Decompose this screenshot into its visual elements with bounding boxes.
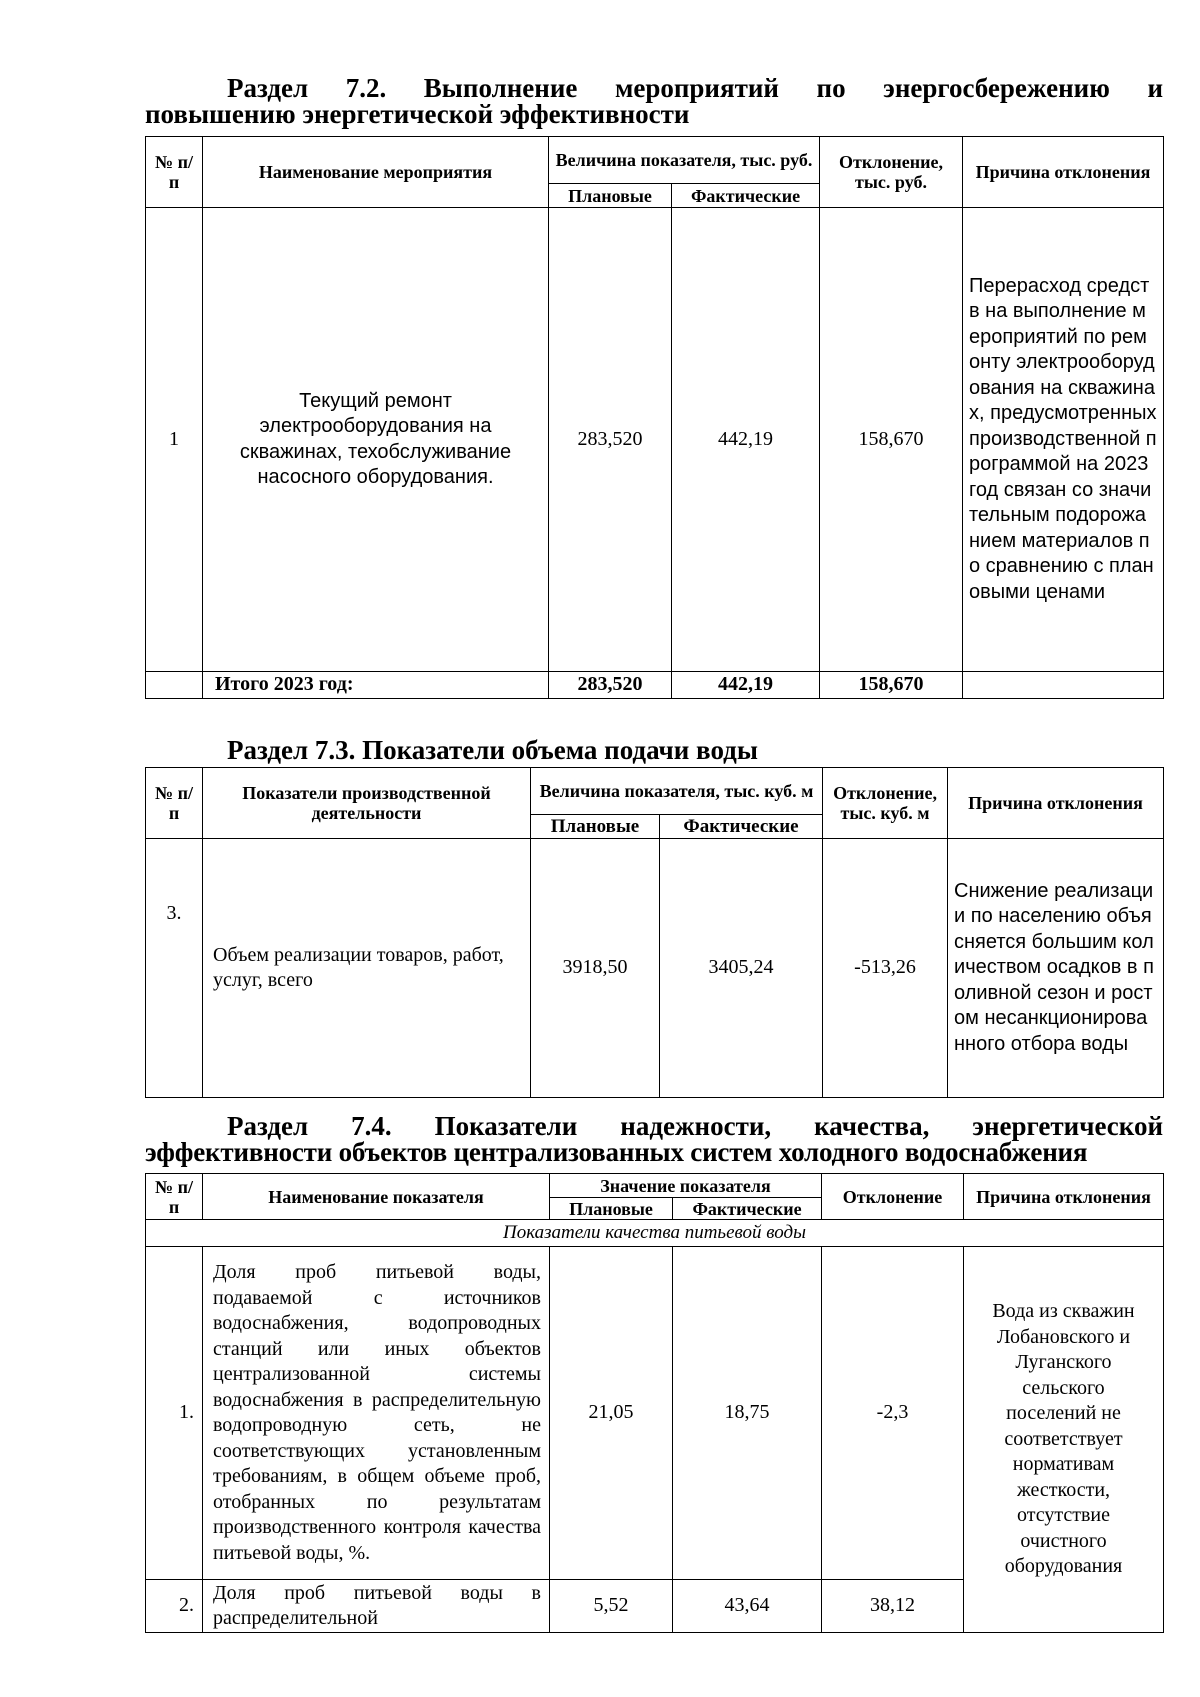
row-actual: 442,19: [672, 208, 820, 672]
table-row: [146, 1247, 1164, 1580]
row-planned: 5,52: [550, 1580, 673, 1633]
section-7-2-heading: [145, 72, 1163, 130]
total-label: Итого 2023 год:: [203, 672, 549, 699]
row-num: 2.: [146, 1580, 203, 1633]
group-label: Показатели качества питьевой воды: [146, 1220, 1164, 1247]
row-actual: 43,64: [673, 1580, 822, 1633]
section-7-3-table: [145, 767, 1164, 1098]
row-num: 1: [146, 208, 203, 672]
total-deviation: 158,670: [820, 672, 963, 699]
table-row: [146, 208, 1164, 672]
header-num: № п/п: [146, 137, 203, 208]
header-num: № п/п: [146, 768, 203, 839]
section-7-4-table: [145, 1173, 1164, 1633]
header-name: Показатели производственной деятельности: [203, 768, 531, 839]
header-reason: Причина отклонения: [948, 768, 1164, 839]
header-deviation: Отклонение: [822, 1174, 964, 1220]
row-reason: Перерасход средств на выполнение мероприятий по ремонту электрооборудования на скважинах, предусмотренных производственной программой на 2023 год связан со значительным подорожанием материалов по сравнению с плановыми ценами: [963, 208, 1164, 672]
total-row: [146, 672, 1164, 699]
header-value: Величина показателя, тыс. руб.: [549, 137, 820, 184]
total-reason-empty: [963, 672, 1164, 699]
header-actual: Фактические: [673, 1198, 822, 1220]
row-deviation: -513,26: [823, 839, 948, 1098]
row-deviation: -2,3: [822, 1247, 964, 1580]
group-row: [146, 1220, 1164, 1247]
header-deviation: Отклонение, тыс. куб. м: [823, 768, 948, 839]
row-planned: 283,520: [549, 208, 672, 672]
section-7-2-title-line1: Раздел 7.2. Выполнение мероприятий по энергосбережению и: [227, 73, 1163, 103]
header-planned: Плановые: [531, 815, 660, 839]
table-row: [146, 839, 1164, 1098]
header-actual: Фактические: [672, 184, 820, 208]
row-deviation: 158,670: [820, 208, 963, 672]
header-reason: Причина отклонения: [963, 137, 1164, 208]
row-name: Доля проб питьевой воды, подаваемой с источников водоснабжения, водопроводных станций или иных объектов централизованной системы водоснабжения в распределительную водопроводную сеть, не соответствующих установленным требованиям, в общем объеме проб, отобранных по результатам производственного контроля качества питьевой воды, %.: [203, 1247, 550, 1580]
shared-reason: Вода из скважин Лобановского и Луганского сельского поселений не соответствует нормативам жесткости, отсутствие очистного оборудования: [964, 1247, 1164, 1633]
row-name: Объем реализации товаров, работ, услуг, всего: [203, 839, 531, 1098]
section-7-2-table: [145, 136, 1164, 699]
row-num: 3.: [146, 839, 203, 1098]
header-deviation: Отклонение, тыс. руб.: [820, 137, 963, 208]
section-7-4-title-line1: Раздел 7.4. Показатели надежности, качества, энергетической: [227, 1111, 1163, 1141]
total-planned: 283,520: [549, 672, 672, 699]
header-value: Величина показателя, тыс. куб. м: [531, 768, 823, 815]
row-deviation: 38,12: [822, 1580, 964, 1633]
section-7-4-heading: [145, 1110, 1163, 1168]
row-actual: 18,75: [673, 1247, 822, 1580]
section-7-2-title-line2: повышению энергетической эффективности: [145, 99, 690, 129]
row-reason: Снижение реализации по населению объясняется большим количеством осадков в поливной сезон и ростом несанкционированного отбора воды: [948, 839, 1164, 1098]
row-name: Доля проб питьевой воды в распределительной: [203, 1580, 550, 1633]
row-planned: 3918,50: [531, 839, 660, 1098]
total-actual: 442,19: [672, 672, 820, 699]
row-name: Текущий ремонт электрооборудования на скважинах, техобслуживание насосного оборудования.: [203, 208, 549, 672]
header-planned: Плановые: [550, 1198, 673, 1220]
row-actual: 3405,24: [660, 839, 823, 1098]
section-7-4-title-line2: эффективности объектов централизованных систем холодного водоснабжения: [145, 1137, 1088, 1167]
row-num: 1.: [146, 1247, 203, 1580]
header-name: Наименование мероприятия: [203, 137, 549, 208]
total-num-empty: [146, 672, 203, 699]
header-name: Наименование показателя: [203, 1174, 550, 1220]
header-value: Значение показателя: [550, 1174, 822, 1198]
header-actual: Фактические: [660, 815, 823, 839]
header-reason: Причина отклонения: [964, 1174, 1164, 1220]
header-num: № п/п: [146, 1174, 203, 1220]
row-planned: 21,05: [550, 1247, 673, 1580]
section-7-3-heading: Раздел 7.3. Показатели объема подачи воды: [227, 735, 758, 765]
header-planned: Плановые: [549, 184, 672, 208]
